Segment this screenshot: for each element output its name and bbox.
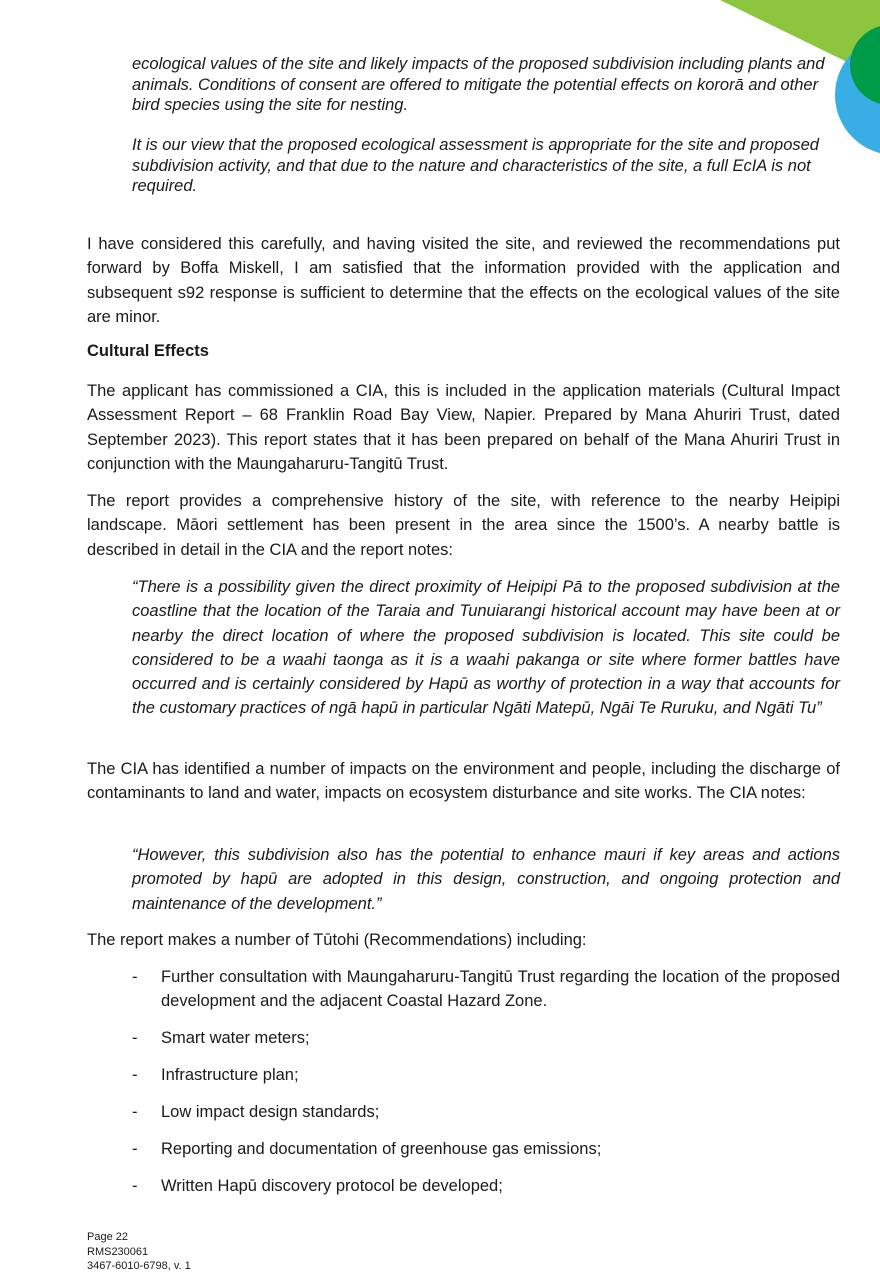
bullet-dash: - (132, 1103, 138, 1121)
bullet-dash: - (132, 968, 138, 986)
document-id: 3467-6010-6798, v. 1 (87, 1260, 191, 1272)
list-item-text: Written Hapū discovery protocol be developed; (161, 1177, 503, 1195)
top-quote-2: It is our view that the proposed ecological assessment is appropriate for the site and proposed subdivision activity, and that due to the nature and characteristics of the site, a full EcIA is not required. (132, 136, 819, 195)
quote-mauri: “However, this subdivision also has the potential to enhance mauri if key areas and actions promoted by hapū are adopted in this design, construction, and ongoing protection and maintenance of the development.” (132, 846, 840, 913)
paragraph-considered: I have considered this carefully, and having visited the site, and reviewed the recommendations put forward by Boffa Miskell, I am satisfied that the information provided with the application and subsequent s92 response is sufficient to determine that the effects on the ecological values of the site are minor. (87, 235, 840, 326)
paragraph-impacts: The CIA has identified a number of impacts on the environment and people, including the discharge of contaminants to land and water, impacts on ecosystem disturbance and site works. The CIA notes: (87, 760, 840, 803)
list-item (132, 1026, 840, 1050)
list-item (132, 1063, 840, 1087)
paragraph-cia-commissioned: The applicant has commissioned a CIA, this is included in the application materials (Cultural Impact Assessment Report – 68 Franklin Road Bay View, Napier. Prepared by Mana Ahuriri Trust, dated September 2023). This report states that it has been prepared on behalf of the Mana Ahuriri Trust in conjunction with the Maungaharuru-Tangitū Trust. (87, 382, 840, 473)
bullet-dash: - (132, 1140, 138, 1158)
paragraph-recommendations: The report makes a number of Tūtohi (Recommendations) including: (87, 931, 587, 949)
bullet-dash: - (132, 1177, 138, 1195)
list-item-text: Infrastructure plan; (161, 1066, 299, 1084)
bullet-dash: - (132, 1029, 138, 1047)
list-item-text: Low impact design standards; (161, 1103, 380, 1121)
list-item-text: Reporting and documentation of greenhouse gas emissions; (161, 1140, 602, 1158)
reference-number: RMS230061 (87, 1245, 149, 1258)
list-item (132, 965, 840, 1014)
paragraph-history: The report provides a comprehensive history of the site, with reference to the nearby Heipipi landscape. Māori settlement has been present in the area since the 1500’s. A nearby battle is described in detail in the CIA and the report notes: (87, 492, 840, 559)
list-item (132, 1100, 840, 1124)
list-item-text: Further consultation with Maungaharuru-Tangitū Trust regarding the location of the proposed development and the adjacent Coastal Hazard Zone. (161, 968, 840, 1011)
bullet-dash: - (132, 1066, 138, 1084)
page-footer (87, 1230, 191, 1274)
heading-cultural-effects: Cultural Effects (87, 342, 209, 360)
top-quote-1: ecological values of the site and likely impacts of the proposed subdivision including plants and animals. Conditions of consent are offered to mitigate the potential effects on kororā and other bird species using the site for nesting. (132, 55, 825, 114)
quote-heipipi: “There is a possibility given the direct proximity of Heipipi Pā to the proposed subdivision at the coastline that the location of the Taraia and Tunuiarangi historical account may have been at or nearby the direct location of where the proposed subdivision is located. This site could be considered to be a waahi taonga as it is a waahi pakanga or site where former battles have occurred and is certainly considered by Hapū as worthy of protection in a way that accounts for the customary practices of ngā hapū in particular Ngāti Matepū, Ngāi Te Ruruku, and Ngāti Tu” (132, 578, 840, 718)
page-number: Page 22 (87, 1231, 128, 1243)
list-item (132, 1137, 840, 1161)
list-item-text: Smart water meters; (161, 1029, 310, 1047)
list-item (132, 1174, 840, 1198)
